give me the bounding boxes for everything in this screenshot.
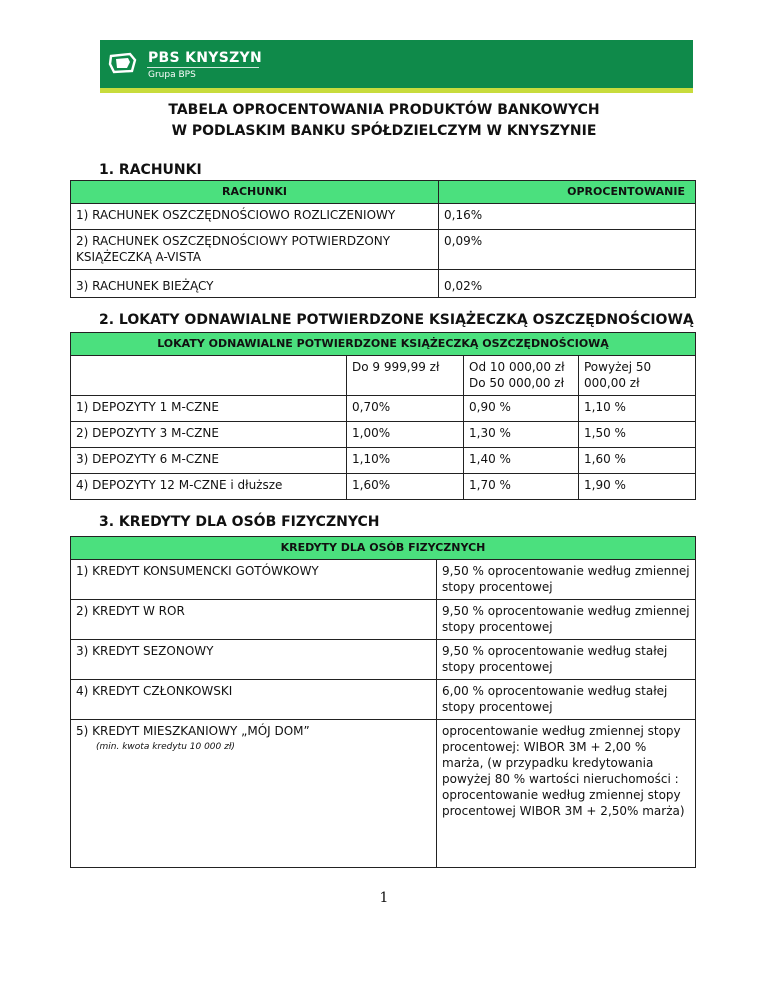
- table-row: [71, 640, 696, 680]
- loan-rate: 9,50 % oprocentowanie według stałej stopy procentowej: [437, 640, 696, 680]
- loan-name: 2) KREDYT W ROR: [71, 600, 437, 640]
- deposit-rate-1: 1,00%: [347, 422, 464, 448]
- deposit-name: 1) DEPOZYTY 1 M-CZNE: [71, 396, 347, 422]
- deposit-rate-1: 1,60%: [347, 474, 464, 500]
- document-title: [0, 100, 768, 142]
- table-row: [71, 230, 696, 270]
- mortgage-cell: [71, 720, 437, 868]
- section-3-heading: 3. KREDYTY DLA OSÓB FIZYCZNYCH: [99, 514, 380, 530]
- table-row: [71, 680, 696, 720]
- loan-rate: 6,00 % oprocentowanie według stałej stopy procentowej: [437, 680, 696, 720]
- deposit-rate-2: 1,30 %: [464, 422, 579, 448]
- empty-cell: [71, 356, 347, 396]
- loan-name: 5) KREDYT MIESZKANIOWY „MÓJ DOM”: [76, 724, 310, 738]
- title-line-1: TABELA OPROCENTOWANIA PRODUKTÓW BANKOWYCH: [168, 102, 600, 118]
- account-rate: 0,02%: [439, 270, 696, 298]
- column-tier-3: Powyżej 50 000,00 zł: [579, 356, 696, 396]
- deposit-name: 3) DEPOZYTY 6 M-CZNE: [71, 448, 347, 474]
- deposit-name: 4) DEPOZYTY 12 M-CZNE i dłuższe: [71, 474, 347, 500]
- deposit-rate-3: 1,90 %: [579, 474, 696, 500]
- loans-header: KREDYTY DLA OSÓB FIZYCZNYCH: [71, 537, 696, 560]
- table-row: [71, 396, 696, 422]
- loan-name: 4) KREDYT CZŁONKOWSKI: [71, 680, 437, 720]
- account-name: 1) RACHUNEK OSZCZĘDNOŚCIOWO ROZLICZENIOWY: [71, 204, 439, 230]
- column-tier-2: Od 10 000,00 zł Do 50 000,00 zł: [464, 356, 579, 396]
- accounts-table: [70, 180, 696, 298]
- deposit-rate-2: 1,70 %: [464, 474, 579, 500]
- loans-table: [70, 536, 696, 868]
- loan-name: 1) KREDYT KONSUMENCKI GOTÓWKOWY: [71, 560, 437, 600]
- account-rate: 0,09%: [439, 230, 696, 270]
- table-header-row: [71, 333, 696, 356]
- table-row: [71, 448, 696, 474]
- table-row: [71, 600, 696, 640]
- title-line-2: W PODLASKIM BANKU SPÓŁDZIELCZYM W KNYSZYNIE: [171, 123, 597, 139]
- table-row: [71, 356, 696, 396]
- table-row: [71, 720, 696, 868]
- table-header-row: [71, 181, 696, 204]
- deposits-table: [70, 332, 696, 500]
- deposit-rate-3: 1,50 %: [579, 422, 696, 448]
- bank-logo-icon: [108, 52, 138, 74]
- header-rate: OPROCENTOWANIE: [439, 181, 696, 204]
- page-number: 1: [379, 890, 389, 906]
- deposit-name: 2) DEPOZYTY 3 M-CZNE: [71, 422, 347, 448]
- deposit-rate-1: 0,70%: [347, 396, 464, 422]
- table-row: [71, 474, 696, 500]
- deposit-rate-3: 1,10 %: [579, 396, 696, 422]
- account-name: 3) RACHUNEK BIEŻĄCY: [71, 270, 439, 298]
- table-row: [71, 560, 696, 600]
- loan-rate: 9,50 % oprocentowanie według zmiennej stopy procentowej: [437, 560, 696, 600]
- header-stripe: [100, 88, 693, 93]
- table-header-row: [71, 537, 696, 560]
- column-tier-1: Do 9 999,99 zł: [347, 356, 464, 396]
- deposit-rate-2: 1,40 %: [464, 448, 579, 474]
- loan-name: 3) KREDYT SEZONOWY: [71, 640, 437, 680]
- section-1-heading: 1. RACHUNKI: [99, 162, 202, 178]
- loan-rate: 9,50 % oprocentowanie według zmiennej stopy procentowej: [437, 600, 696, 640]
- brand-name: PBS KNYSZYN: [148, 50, 262, 66]
- deposit-rate-2: 0,90 %: [464, 396, 579, 422]
- brand-subtitle: Grupa BPS: [148, 70, 196, 80]
- deposits-header: LOKATY ODNAWIALNE POTWIERDZONE KSIĄŻECZKĄ OSZCZĘDNOŚCIOWĄ: [71, 333, 696, 356]
- table-row: [71, 204, 696, 230]
- brand-divider: [147, 67, 259, 68]
- section-2-heading: 2. LOKATY ODNAWIALNE POTWIERDZONE KSIĄŻECZKĄ OSZCZĘDNOŚCIOWĄ: [99, 312, 694, 328]
- table-row: [71, 270, 696, 298]
- account-rate: 0,16%: [439, 204, 696, 230]
- loan-rate: oprocentowanie według zmiennej stopy procentowej: WIBOR 3M + 2,00 % marża, (w przypadku kredytowania powyżej 80 % wartości nieruchomości : oprocentowanie według zmiennej stopy procentowej WIBOR 3M + 2,50% marża): [437, 720, 696, 868]
- loan-note: (min. kwota kredytu 10 000 zł): [96, 742, 235, 752]
- deposit-rate-1: 1,10%: [347, 448, 464, 474]
- header-product: RACHUNKI: [71, 181, 439, 204]
- table-row: [71, 422, 696, 448]
- deposit-rate-3: 1,60 %: [579, 448, 696, 474]
- account-name: 2) RACHUNEK OSZCZĘDNOŚCIOWY POTWIERDZONY KSIĄŻECZKĄ A-VISTA: [71, 230, 439, 270]
